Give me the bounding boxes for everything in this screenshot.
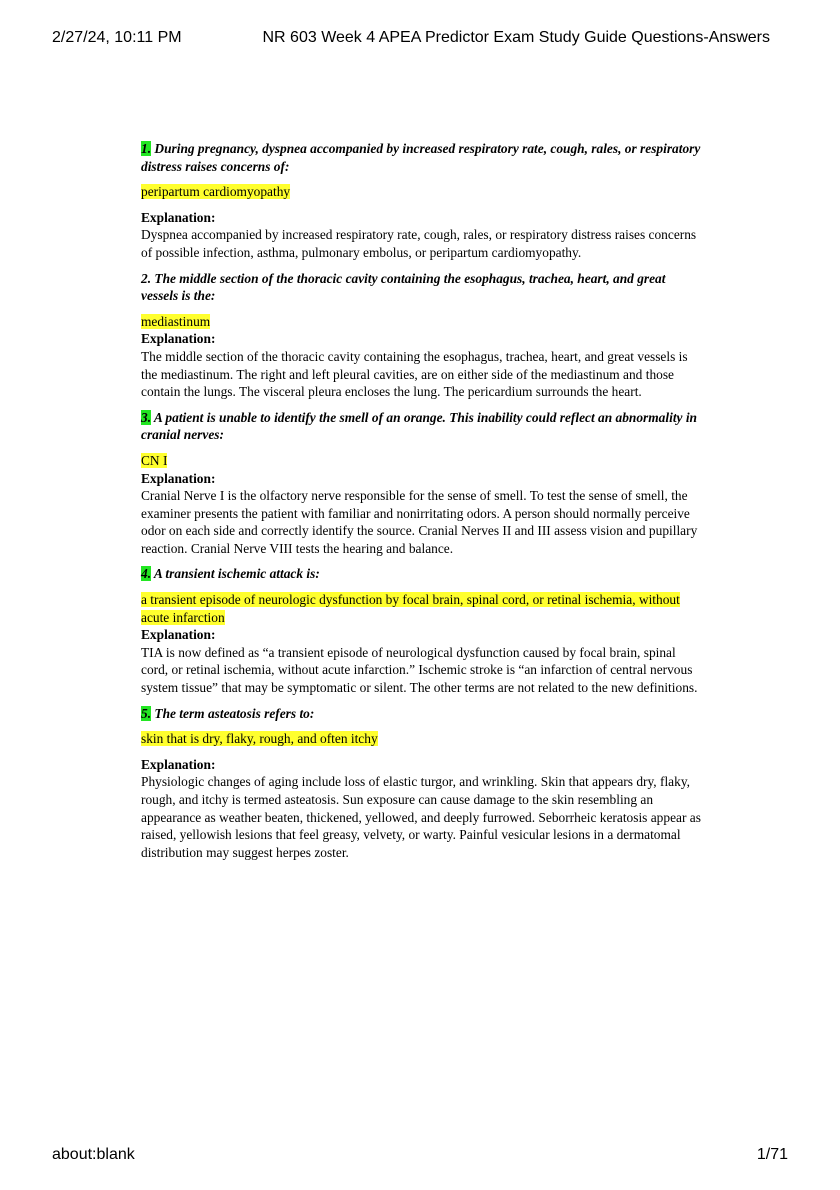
question-text (141, 565, 701, 583)
question-text (141, 140, 701, 175)
question-text (141, 705, 701, 723)
question-item-5 (141, 705, 701, 862)
question-number: 4. (141, 566, 152, 582)
answer-highlight: a transient episode of neurologic dysfunction by focal brain, spinal cord, or retinal ischemia, without acute infarction (141, 592, 680, 625)
page-number: 1/71 (756, 1146, 788, 1163)
explanation-text: TIA is now defined as “a transient episode of neurological dysfunction caused by focal brain, spinal cord, or retinal ischemia, without acute infarction.” Ischemic stroke is “an infarction of central nervous system tissue” that may be symptomatic or silent. The other terms are not related to the new definitions. (141, 644, 698, 696)
question-item-4 (141, 565, 701, 696)
question-body: The term asteatosis refers to: (151, 705, 315, 721)
question-body: The middle section of the thoracic cavity containing the esophagus, trachea, heart, and great vessels is the: (141, 270, 666, 304)
question-body: A patient is unable to identify the smell of an orange. This inability could reflect an abnormality in cranial nerves: (141, 409, 697, 443)
answer-text (141, 730, 701, 748)
explanation-text: Cranial Nerve I is the olfactory nerve responsible for the sense of smell. To test the sense of smell, the examiner presents the patient with familiar and nonirritating odors. A person should normally perceive odor on each side and correctly identify the source. Cranial Nerves II and III assess vision and pupillary reaction. Cranial Nerve VIII tests the hearing and balance. (141, 488, 698, 556)
explanation-label: Explanation: (141, 331, 216, 347)
explanation-text: The middle section of the thoracic cavity containing the esophagus, trachea, heart, and great vessels is the mediastinum. The right and left pleural cavities, are on either side of the mediastinum and those contain the lungs. The visceral pleura encloses the lung. The pericardium surrounds the heart. (141, 348, 688, 400)
question-text (141, 409, 701, 444)
explanation-label: Explanation: (141, 470, 216, 486)
question-number: 5. (141, 705, 152, 721)
answer-highlight: CN I (141, 452, 168, 468)
question-body: A transient ischemic attack is: (151, 566, 320, 582)
question-number: 3. (141, 409, 152, 425)
explanation-label: Explanation: (141, 209, 216, 225)
answer-text (141, 452, 701, 470)
explanation-label: Explanation: (141, 627, 216, 643)
answer-text (141, 183, 701, 201)
answer-highlight: mediastinum (141, 313, 211, 329)
question-number: 2. (141, 270, 152, 286)
question-body: During pregnancy, dyspnea accompanied by increased respiratory rate, cough, rales, or respiratory distress raises concerns of: (141, 141, 701, 174)
page-url: about:blank (52, 1146, 135, 1163)
document-title: NR 603 Week 4 APEA Predictor Exam Study Guide Questions-Answers (262, 29, 770, 46)
question-item-3 (141, 409, 701, 558)
question-item-1 (141, 140, 701, 262)
print-datetime: 2/27/24, 10:11 PM (52, 29, 182, 46)
study-guide-content (141, 140, 701, 869)
explanation-label: Explanation: (141, 756, 216, 772)
print-footer (52, 1146, 792, 1166)
question-text (141, 270, 701, 305)
explanation-text: Physiologic changes of aging include loss of elastic turgor, and wrinkling. Skin that appears dry, flaky, rough, and itchy is termed asteatosis. Sun exposure can cause damage to the skin resembling an appearance as weather beaten, thickened, yellowed, and deeply furrowed. Seborrheic keratosis appear as raised, yellowish lesions that feel greasy, velvety, or warty. Painful vesicular lesions in a dermatomal distribution may suggest herpes zoster. (141, 774, 701, 860)
answer-text (141, 313, 701, 331)
answer-highlight: skin that is dry, flaky, rough, and often itchy (141, 731, 378, 747)
explanation-text: Dyspnea accompanied by increased respiratory rate, cough, rales, or respiratory distress raises concerns of possible infection, asthma, pulmonary embolus, or peripartum cardiomyopathy. (141, 227, 697, 260)
answer-text (141, 591, 701, 626)
print-header (52, 29, 792, 49)
answer-highlight: peripartum cardiomyopathy (141, 184, 291, 200)
question-number: 1. (141, 141, 152, 156)
question-item-2 (141, 270, 701, 401)
